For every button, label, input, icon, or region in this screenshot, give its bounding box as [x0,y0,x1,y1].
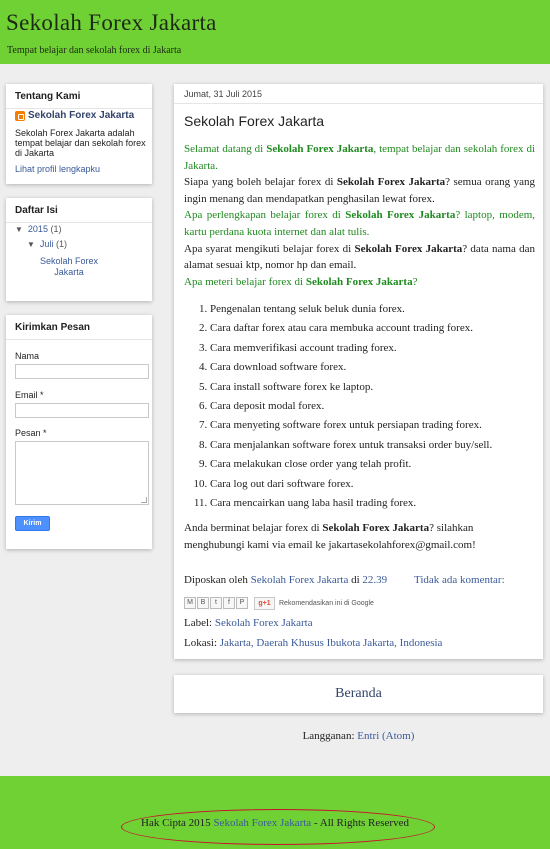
contact-heading: Kirimkan Pesan [6,315,152,340]
triangle-down-icon[interactable]: ▼ [27,240,35,249]
location-prefix: Lokasi: [184,637,220,649]
posted-by-label: Diposkan oleh [184,574,251,586]
google-plus-button[interactable]: g+1 [254,597,275,610]
post-labels [184,617,313,629]
pinterest-share-icon[interactable]: P [236,597,248,609]
archive-widget [6,198,152,301]
list-item: 10. Cara log out dari software forex. [210,475,530,494]
intro-p1: Selamat datang di Sekolah Forex Jakarta, tempat belajar dan sekolah forex di Jakarta. [184,143,535,172]
copyright-link[interactable]: Sekolah Forex Jakarta [213,817,312,829]
archive-post-line2[interactable]: Jakarta [54,267,84,277]
intro-p2: Siapa yang boleh belajar forex di Sekolah Forex Jakarta? semua orang yang ingin menang dan mendapatkan penghasilan lewat forex. [184,176,535,205]
list-item: 7. Cara menyeting software forex untuk persiapan trading forex. [210,416,530,435]
about-description: Sekolah Forex Jakarta adalah tempat belajar dan sekolah forex di Jakarta [15,128,146,158]
copyright-text [0,817,550,829]
archive-year-count: (1) [50,224,62,234]
message-label: Pesan * [15,428,47,438]
copyright-suffix: - All Rights Reserved [311,817,409,829]
copyright-prefix: Hak Cipta 2015 [141,817,214,829]
email-field[interactable] [15,403,149,418]
label-prefix: Label: [184,617,215,629]
materials-list [210,300,530,513]
archive-heading: Daftar Isi [6,198,152,223]
at-label: di [348,574,363,586]
archive-year[interactable] [15,224,61,234]
intro-p3: Apa perlengkapan belajar forex di Sekolah Forex Jakarta? laptop, modem, kartu perdana kuota internet dan alat tulis. [184,209,536,238]
subscribe-line [174,730,543,742]
archive-post-line1[interactable]: Sekolah Forex [39,256,99,266]
intro-p5: Apa meteri belajar forex di Sekolah Forex Jakarta? [184,275,418,288]
blogger-icon [15,111,25,121]
author-link[interactable]: Sekolah Forex Jakarta [250,574,349,586]
contact-widget [6,315,152,549]
site-footer [0,776,550,849]
list-item: 2. Cara daftar forex atau cara membuka account trading forex. [210,319,530,338]
location-link[interactable]: Jakarta, Daerah Khusus Ibukota Jakarta, Indonesia [219,637,443,649]
home-link[interactable]: Beranda [335,686,382,701]
site-header [0,0,550,64]
list-item: 6. Cara deposit modal forex. [210,397,530,416]
recommend-text: Rekomendasikan ini di Google [279,599,374,607]
atom-feed-link[interactable]: Entri (Atom) [357,730,415,742]
list-item: 3. Cara memverifikasi account trading forex. [210,339,530,358]
send-button[interactable]: Kirim [15,516,50,531]
archive-year-label[interactable]: 2015 [27,224,48,234]
post-date: Jumat, 31 Juli 2015 [174,84,543,104]
triangle-down-icon[interactable]: ▼ [15,225,23,234]
name-field[interactable] [15,364,149,379]
subscribe-prefix: Langganan: [302,730,358,742]
post-outro: Anda berminat belajar forex di Sekolah Forex Jakarta? silahkan menghubungi kami via email ke jakartasekolahforex@gmail.com! [184,522,476,551]
comments-link[interactable]: Tidak ada komentar: [414,574,505,586]
email-label: Email * [15,390,44,400]
home-link-box [174,675,543,713]
archive-month-label[interactable]: Juli [39,239,54,249]
blog-share-icon[interactable]: B [197,597,209,609]
site-tagline: Tempat belajar dan sekolah forex di Jakarta [7,45,182,56]
archive-month[interactable] [27,239,67,249]
list-item: 1. Pengenalan tentang seluk beluk dunia forex. [210,300,530,319]
about-widget [6,84,152,184]
message-field[interactable] [15,441,149,505]
list-item: 9. Cara melakukan close order yang telah profit. [210,455,530,474]
list-item: 5. Cara install software forex ke laptop. [210,378,530,397]
label-link[interactable]: Sekolah Forex Jakarta [214,617,313,629]
about-heading: Tentang Kami [6,84,152,109]
archive-month-count: (1) [55,239,67,249]
post-time-link[interactable]: 22.39 [362,574,388,586]
post-intro [184,141,535,290]
list-item: 8. Cara menjalankan software forex untuk transaksi order buy/sell. [210,436,530,455]
facebook-share-icon[interactable]: f [223,597,235,609]
blog-post [174,84,543,659]
email-share-icon[interactable]: M [184,597,196,609]
site-title[interactable]: Sekolah Forex Jakarta [6,10,217,35]
post-byline [184,574,387,586]
about-profile-name[interactable] [15,110,134,121]
name-label: Nama [15,351,40,361]
profile-link[interactable]: Lihat profil lengkapku [15,164,101,174]
twitter-share-icon[interactable]: t [210,597,222,609]
archive-post-link[interactable] [38,256,100,278]
intro-p4: Apa syarat mengikuti belajar forex di Sekolah Forex Jakarta? data nama dan alamat sesuai ktp, nomor hp dan email. [184,242,535,272]
list-item: 4. Cara download software forex. [210,358,530,377]
list-item: 11. Cara mencairkan uang laba hasil trading forex. [210,494,530,513]
post-location [184,637,442,649]
share-bar [184,596,374,610]
post-title[interactable]: Sekolah Forex Jakarta [184,113,325,129]
about-name-text[interactable]: Sekolah Forex Jakarta [28,110,135,121]
